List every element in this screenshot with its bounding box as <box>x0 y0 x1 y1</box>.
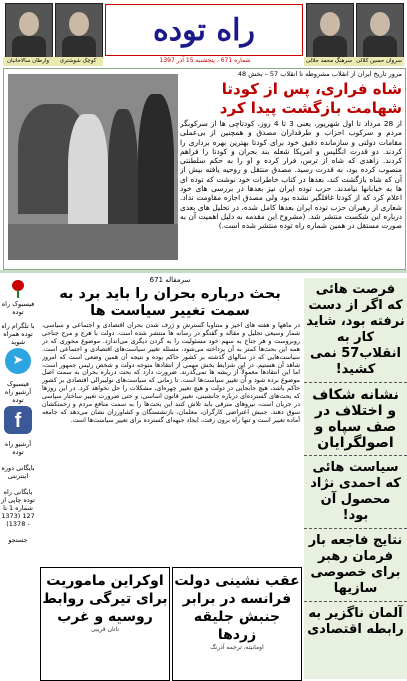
right-sidebar <box>304 278 407 679</box>
portrait-caption: وارطان سالاخانیان <box>3 57 53 66</box>
sidebar-item[interactable] <box>0 380 36 434</box>
telegram-icon: ➤ <box>5 348 31 374</box>
article-series: سرمقاله 671 <box>149 276 191 284</box>
article-body: در ماهها و هفته های اخیر و متناوباً گسترش و ژرف شدن بحران اقتصادی و اجتماعی و سیاسی، شمار وسیعی تحلیل و مقاله و گفتگو در رسانه ها منتشر شده است. دولت با هرج و مرج جناحی روبروست و هر جناح به سهم خود مسئولیت را به گردن دیگری می‌اندازد. موضوع محوری که در همه این بحث‌ها کمتر به آن پرداخته می‌شود، مسئله تغییر سیاست‌های اقتصادی و اجتماعی است. سیاست‌هایی که در سالهای گذشته بر کشور حاکم بوده و نتیجه آن همین وضعی است که امروز شاهد آن هستیم. در این شرایط بخش مهمی از انتقادها متوجه دولت و شخص رئیس جمهور است، اما این انتقادها معمولاً از ریشه ها نمی‌گذرند. ضرورت دارد که بحث درباره بحران به سمت اصل موضوع برده شود و آن تغییر سیاست‌ها است. تا زمانی که سیاست‌های نولیبرالی اقتصادی بر کشور حاکم باشد، هیچ جابجایی در دولت و هیچ تغییر چهره‌ای، مشکلات را حل نخواهد کرد. در این روزها که بحث‌های گسترده‌ای درباره جانشینی، تغییر قانون اساسی، و حتی ضرورت تغییر ساختار سیاسی در جریان است، نیروهای مترقی باید تلاش کنند این بحث‌ها را به سمت منافع مردم و زحمتکشان سوق دهند. جنبش اعتراضی کارگران، معلمان، بازنشستگان و کشاورزان نشان می‌دهد که جامعه آماده تغییر است و تنها راه برون رفت، ایجاد جبهه‌ای گسترده برای تغییر سیاست‌ها است. <box>42 322 300 424</box>
sidebar-item-label: فیسبوک راه توده <box>1 300 35 316</box>
sidebar-item-label: آرشیو راه توده <box>4 440 32 456</box>
news-box-title: عقب نشینی دولت فرانسه در برابر جنبش جلیقه زردها <box>174 573 300 643</box>
logo-text: راه توده <box>153 12 255 48</box>
historical-photo <box>8 74 178 260</box>
portrait-caption: سرهنگ محمد جلالی <box>305 58 353 64</box>
news-box-title: اوکراین ماموریت برای تیرگی روابط روسیه و غرب <box>42 573 168 625</box>
sidebar-item-label: جستجو <box>8 536 28 544</box>
portrait-caption: سروان حسین کلالی <box>354 57 404 66</box>
headline-link[interactable]: آلمان ناگزیر به رابطه اقتصادی <box>307 606 404 637</box>
portrait-photo <box>306 3 354 59</box>
sidebar-item[interactable] <box>0 488 36 528</box>
article-title[interactable]: بحث درباره بحران را باید برد به سمت تغییر سیاست ها <box>59 286 281 319</box>
rose-icon <box>7 278 29 298</box>
site-logo[interactable] <box>105 4 303 56</box>
news-box[interactable] <box>172 567 302 681</box>
sidebar-item-label: با تلگرام راه توده همراه شوید <box>1 322 35 346</box>
sidebar-item[interactable] <box>0 440 36 456</box>
left-sidebar <box>0 276 36 679</box>
sidebar-item-label: بایگانی دوره اینترنتی <box>1 464 35 480</box>
headline-link[interactable]: نتایج فاجعه بار فرمان رهبر برای خصوصی سازیها <box>304 529 407 602</box>
story-headline[interactable]: شاه فراری، پس از کودتا شهامت بازگشت پیدا کرد <box>219 80 402 117</box>
story-body: از 28 مرداد تا اول شهریور، یعنی 3 تا 4 روز، کودتاچی ها از سرکوبگر مردم و سرکوب احزاب و طرفداران مصدق و همچنین از بی‌عملی مقامات دولتی و سازمانده دقیق خود برای کودتا بهترین بهره برداری را کردند. دو قدرت انگلیس و امریکا شعله بند بحران و کودتا را فراهم کردند. زاهدی که شاه از ترس، فرار کرده و او را به حکم سلطنتی منصوب کرده بود، به قدرت رسید. مصدق منتقل و روحیه یافته بیش از آن که شاه بازگشت کند، بعدها در کتاب خاطرات خود نوشت که توده ای ها به خیابانها نیامدند. حزب توده ایران نیز بعدها در بررسی های خود اعلام کرد که از کودتا غافلگیر نشده بود ولی مصدق اجازه مقاومت نداد. شعاری از رهبران حزب توده ایران بعدها کامل شده، در تحلیل های بعدی درباره این شکست منتشر شد. (مشروح این مقدمه به دلیل اهمیت آن به صورت مستقل در همین شماره راه توده منتشر شده است.) <box>180 119 402 231</box>
portrait-photo <box>356 3 404 59</box>
section-divider <box>0 270 407 273</box>
sidebar-item[interactable] <box>0 278 36 316</box>
sidebar-item-label: فیسبوک آرشیو راه توده <box>4 380 32 404</box>
facebook-icon: f <box>4 406 32 434</box>
portrait-caption: کوچک شوشتری <box>53 57 103 66</box>
news-box-byline: ناتان قریبی <box>91 626 119 633</box>
news-box-byline: اومانیته، ترجمه آذرنگ <box>210 644 264 651</box>
headline-link[interactable]: فرصت هائی که اگر از دست نرفته بود، شاید کار به انقلاب57 نمی کشید! <box>304 278 407 383</box>
story-kicker: مرور تاریخ ایران از انقلاب مشروطه تا انقلاب 57 – بخش 48 <box>237 70 402 78</box>
sidebar-item[interactable] <box>0 536 36 544</box>
sidebar-item[interactable] <box>0 464 36 480</box>
portrait-photo <box>55 3 103 59</box>
issue-date: شماره 671 ، پنجشنبه 15 آذر 1397 <box>159 57 251 64</box>
sidebar-item-label: بایگانی راه توده چاپی از شماره 1 تا 127 (1373 - 1378) <box>1 488 35 528</box>
headline-link[interactable]: سیاست هائی که احمدی نژاد محصول آن بود! <box>304 456 407 529</box>
headline-link[interactable]: نشانه شکاف و اختلاف در صف سپاه و اصولگرایان <box>304 383 407 456</box>
news-box[interactable] <box>40 567 170 681</box>
sidebar-item[interactable] <box>0 322 36 374</box>
portrait-photo <box>5 3 53 59</box>
masthead <box>0 0 407 68</box>
